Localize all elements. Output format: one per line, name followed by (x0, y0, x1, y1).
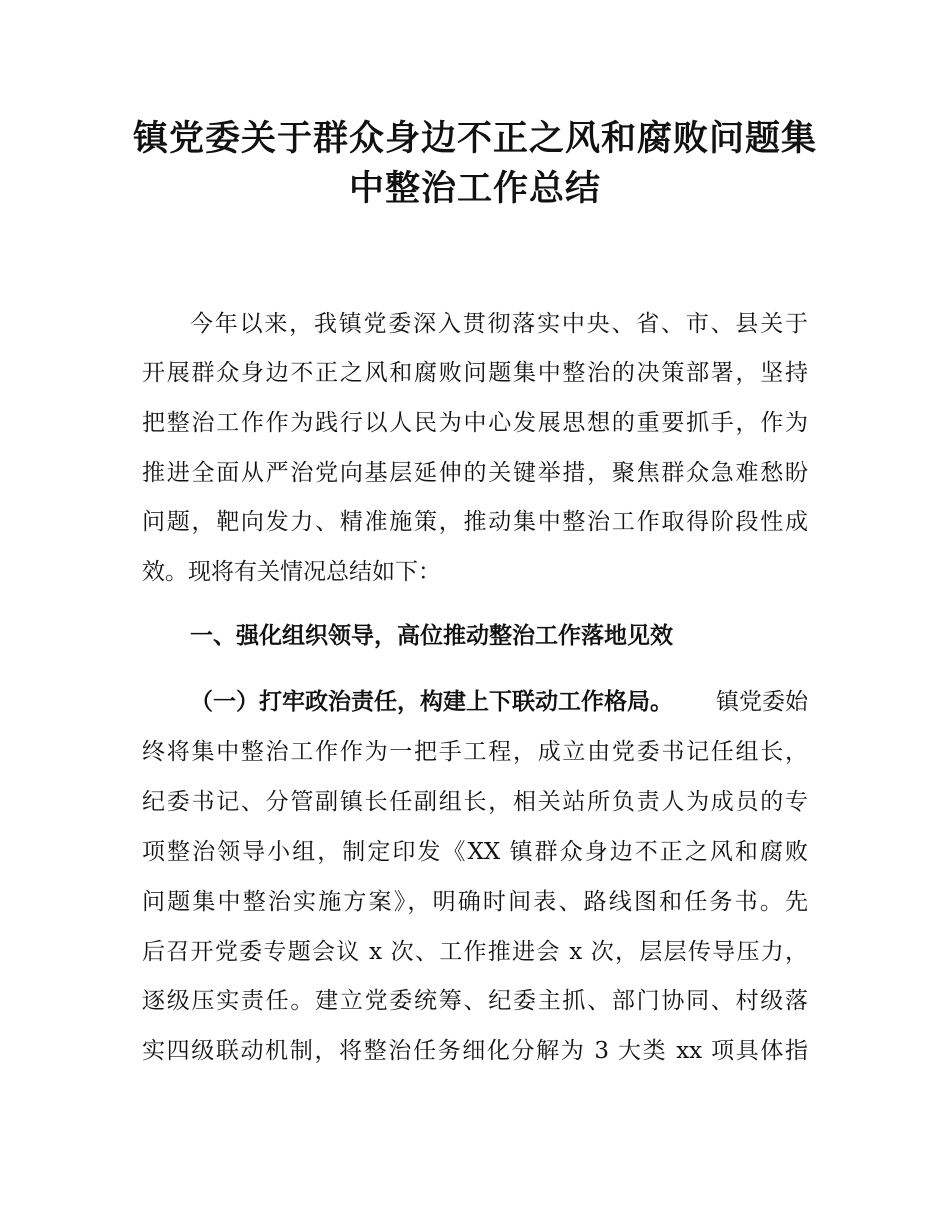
intro-paragraph-line: 问题，靶向发力、精准施策，推动集中整治工作取得阶段性成 (142, 509, 808, 535)
document-title-line-1: 镇党委关于群众身边不正之风和腐败问题集 (132, 118, 817, 159)
subsection-paragraph-line: 后召开党委专题会议 x 次、工作推进会 x 次，层层传导压力， (142, 939, 808, 965)
subsection-paragraph-line: 纪委书记、分管副镇长任副组长，相关站所负责人为成员的专 (142, 789, 808, 815)
subsection-paragraph-line: 逐级压实责任。建立党委统筹、纪委主抓、部门协同、村级落 (142, 988, 808, 1014)
subsection-paragraph-line: 项整治领导小组，制定印发《XX 镇群众身边不正之风和腐败 (142, 839, 808, 865)
subsection-paragraph-line: 实四级联动机制，将整治任务细化分解为 3 大类 xx 项具体指 (142, 1038, 808, 1064)
subsection-first-line (190, 686, 808, 718)
document-title-line-2: 中整治工作总结 (348, 168, 601, 209)
intro-paragraph-line: 开展群众身边不正之风和腐败问题集中整治的决策部署，坚持 (142, 360, 808, 386)
subsection-first-line-rest: 镇党委始 (716, 689, 808, 715)
intro-paragraph-line: 推进全面从严治党向基层延伸的关键举措，聚焦群众急难愁盼 (142, 460, 808, 486)
intro-paragraph-line: 效。现将有关情况总结如下： (142, 559, 441, 585)
intro-paragraph-line: 把整治工作作为践行以人民为中心发展思想的重要抓手，作为 (142, 410, 808, 436)
subsection-paragraph-line: 问题集中整治实施方案》，明确时间表、路线图和任务书。先 (142, 889, 808, 915)
intro-paragraph-line: 今年以来，我镇党委深入贯彻落实中央、省、市、县关于 (190, 311, 808, 337)
section-heading: 一、强化组织领导，高位推动整治工作落地见效 (190, 623, 673, 649)
subsection-heading: （一）打牢政治责任，构建上下联动工作格局。 (190, 689, 673, 715)
subsection-paragraph-line: 终将集中整治工作作为一把手工程，成立由党委书记任组长， (142, 739, 808, 765)
